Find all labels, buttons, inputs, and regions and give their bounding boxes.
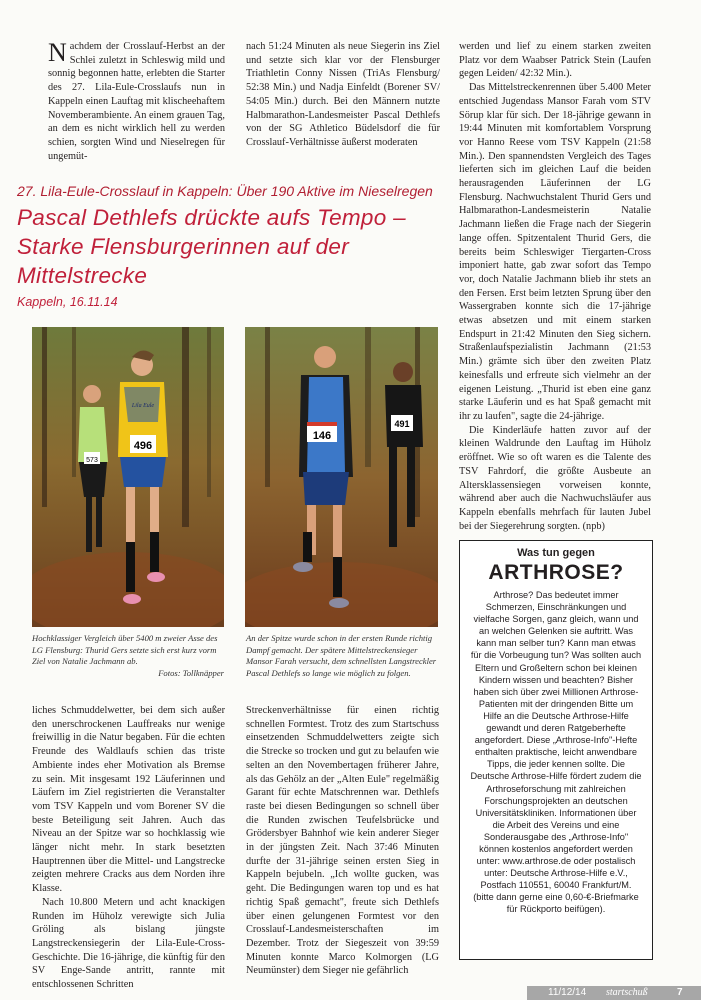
page-number: 7	[677, 987, 683, 998]
article-kicker: 27. Lila-Eule-Crosslauf in Kappeln: Über 190 Aktive im Nieselregen	[17, 183, 433, 199]
ad-top-line: Was tun gegen	[517, 547, 595, 559]
photo-credit: Fotos: Tollknäpper	[158, 667, 224, 678]
forest-photo-2	[245, 327, 438, 627]
photo-female-runners	[32, 327, 224, 627]
photo2-caption	[246, 633, 438, 679]
paragraph: Die Kinderläufe hatten zuvor auf der kleinen Waldrunde den Lauftag im Hüholz eröffnet. Wie so oft waren es die Talente des TSV Fahrdorf, die größte Ausbeute an Altersklassensiegen vorweisen konnte, während aber auch die Nachwuchsläufer aus Kappeln ebenfalls mehrfach für lauten Jubel bei der Siegerehrung sorgten. (npb)	[459, 424, 651, 532]
forest-photo-1	[32, 327, 224, 627]
caption-text: An der Spitze wurde schon in der ersten Runde richtig Dampf gemacht. Der spätere Mittelstreckensieger Mansor Farah versucht, dem schnellsten Langstreckler Pascal Dethlefs so lange wie möglich zu folgen.	[246, 633, 437, 678]
bib-number: 573	[86, 457, 98, 464]
photo-male-runners	[245, 327, 438, 627]
headline-line: Mittelstrecke	[17, 263, 148, 288]
bottom-column-1	[32, 704, 225, 992]
paragraph: werden und lief zu einem starken zweiten Platz vor dem Waabser Patrick Stein (Laufen gegen Leiden/ 42:32 Min.).	[459, 41, 651, 80]
bib-number: 491	[394, 419, 410, 429]
paragraph: Nach 10.800 Metern und acht knackigen Runden im Hüholz verewigte sich Julia Gröling als bislang jüngste Langstreckensiegerin der Lila-Eule-Cross-Geschichte. Die 16-jährige, die künftig für den SV Enge-Sande antritt, rannte mit entschlossenen Schritten	[32, 896, 225, 991]
paragraph: Streckenverhältnisse für einen richtig schnellen Formtest. Trotz des zum Startschuss einsetzenden Schmuddelwetters zeigte sich die Strecke so trocken und gut zu belaufen wie selten an den Novembertagen früherer Jahre, als das Gehölz an der „Alten Eule" regelmäßig Garant für echte Matschrennen war. Dethlefs raste bei diesen Bedingungen so schnell über die Runden zwischen Teufelsbrücke und Grödersbyer Bahnhof wie kein anderer Sieger in der jüngsten Zeit. Nach 37:46 Minuten durfte der 31-jährige seinen ersten Sieg in Kappeln bejubeln. „Ich wollte gucken, was geht. Die Bedingungen waren top und es hat richtig Spaß gemacht", freute sich Dethlefs über einen gelungenen Formtest vor den Crosslauf-Landesmeisterschaften im Dezember. Trotz der Siegeszeit von 39:59 Minuten konnte Marco Kolmorgen (LG Neumünster) dem Sieger nie gefährlich	[246, 705, 439, 977]
intro-column	[48, 40, 225, 163]
headline-line: Starke Flensburgerinnen auf der	[17, 234, 349, 259]
caption-text: Hochklassiger Vergleich über 5400 m zweier Asse des LG Flensburg: Thurid Gers setzte sich erst kurz vorm Ziel von Natalie Jachmann ab.	[32, 633, 218, 666]
arthrose-ad	[459, 540, 653, 960]
footer-magazine: startschuß	[606, 987, 648, 998]
photo1-caption	[32, 633, 224, 679]
headline-line: Pascal Dethlefs drückte aufs Tempo –	[17, 205, 406, 230]
bib-number: 146	[312, 430, 332, 442]
top-column-2	[246, 40, 440, 150]
shirt-print: Lila Eule	[131, 403, 155, 409]
right-column	[459, 40, 651, 533]
ad-body: Arthrose? Das bedeutet immer Schmerzen, Einschränkungen und vielfache Sorgen, ganz gleich, wann und an welchen Gelenken sie auftritt. Was kann man selber tun? Kann man etwas für die Vorbeugung tun? Was sollten auch Eltern und Großeltern schon bei kleinen Kindern wissen und beachten? Bisher haben sich über zwei Millionen Arthrose-Patienten mit der dringenden Bitte um Hilfe an die Deutsche Arthrose-Hilfe gewandt und deren Ratgeberhefte angefordert. Diese „Arthrose-Info"-Hefte enthalten praktische, leicht anwendbare Tipps, die jeder kennen sollte. Die Deutsche Arthrose-Hilfe fördert zudem die Arthroseforschung mit zahlreichen Forschungsprojekten an deutschen Universitätskliniken. Informationen über die Arbeit des Vereins und eine Sonderausgabe des „Arthrose-Info" können kostenlos angefordert werden unter: www.arthrose.de oder postalisch unter: Deutsche Arthrose-Hilfe e.V., Postfach 110551, 60040 Frankfurt/M. (bitte dann gerne eine 0,60-€-Briefmarke für Rückporto beifügen).	[470, 590, 642, 915]
paragraph: Das Mittelstreckenrennen über 5.400 Meter entschied Jugendass Mansor Farah vom STV Sörup klar für sich. Der 18-jährige gewann in 19:44 Minuten mit komfortablem Vorsprung vor Hanno Reese vom TSV Kappeln (21:58 Min.). Den spannendsten Vergleich des Tages lieferten sich im gleichen Lauf die beiden herausragenden Läuferinnen der LG Flensburg. Nachwuchstalent Thurid Gers und Halbmarathon-Landesmeisterin Natalie Jachmann ließen die Frage nach der Siegerin lange offen. Spitzentalent Thurid Gers, die bereits beim Schleswiger Tiergarten-Cross imponiert hatte, gab zwar sofort das Tempo vor, doch Natalie Jachmann blieb ihr stets an den Fersen. Erst beim letzten Sprung über den Wassergraben konnte sich die 17-jährige etwas absetzen und mit einem starken Endspurt in 21:42 Minuten den Sieg sichern. Straßenlaufspezialistin Jachmann (21:53 Min.) grämte sich über den zweiten Platz keinesfalls und erfreute sich vielmehr an der eigenen Leistung. „Thurid ist eben eine ganz starke Läuferin und es hat Spaß gemacht mit ihr zu laufen", sagte die 24-jährige.	[459, 82, 651, 422]
footer-issue: 11/12/14	[548, 987, 587, 998]
paragraph: nach 51:24 Minuten als neue Siegerin ins Ziel und setzte sich klar vor der Flensburger Triathletin Conny Nissen (TriAs Flensburg/ 52:38 Min.) und Nadja Einfeldt (Borener SV/ 54:05 Min.) durch. Bei den Männern nutzte Halbmarathon-Landesmeister Pascal Dethlefs von der SG Athletico Büdelsdorf die für Crosslauf-Verhältnisse äußerst moderaten	[246, 41, 440, 148]
bib-number: 496	[133, 440, 153, 452]
drop-cap: N	[48, 38, 67, 67]
bottom-column-2	[246, 704, 439, 978]
intro-text: achdem der Crosslauf-Herbst an der Schlei zuletzt in Schleswig mild und sonnig begonnen hatte, erlebten die Starter des 27. Lila-Eule-Crosslaufs nun in Kappeln einen Lauftag mit klischeehaftem Novemberambiente. An einem grauen Tag, an dem es nicht wirklich hell zu werden schien, sorgten Wind und Nieselregen für ungemüt-	[48, 41, 225, 162]
ad-headline: ARTHROSE?	[488, 561, 624, 584]
article-headline	[17, 203, 447, 290]
article-dateline: Kappeln, 16.11.14	[17, 295, 118, 309]
paragraph: liches Schmuddelwetter, bei dem sich außer den unerschrockenen Lauffreaks nur wenige freiwillig in die Natur begaben. Für die echten Freunde des Waldlaufs schien das triste Ambiente indes eher Motivation als Bremse zu sein. Mit insgesamt 192 Läuferinnen und Läufern im Ziel registrierten die Veranstalter vom TSV Kappeln und vom Borener SV die beste Beteiligung seit Jahren. Auch das Niveau an der Spitze war so hochklassig wie länger nicht mehr. In stark besetzten Hauptrennen über die Mittel- und Langstrecke zeigten mehrere Cracks aus dem Norden ihre Klasse.	[32, 705, 225, 895]
